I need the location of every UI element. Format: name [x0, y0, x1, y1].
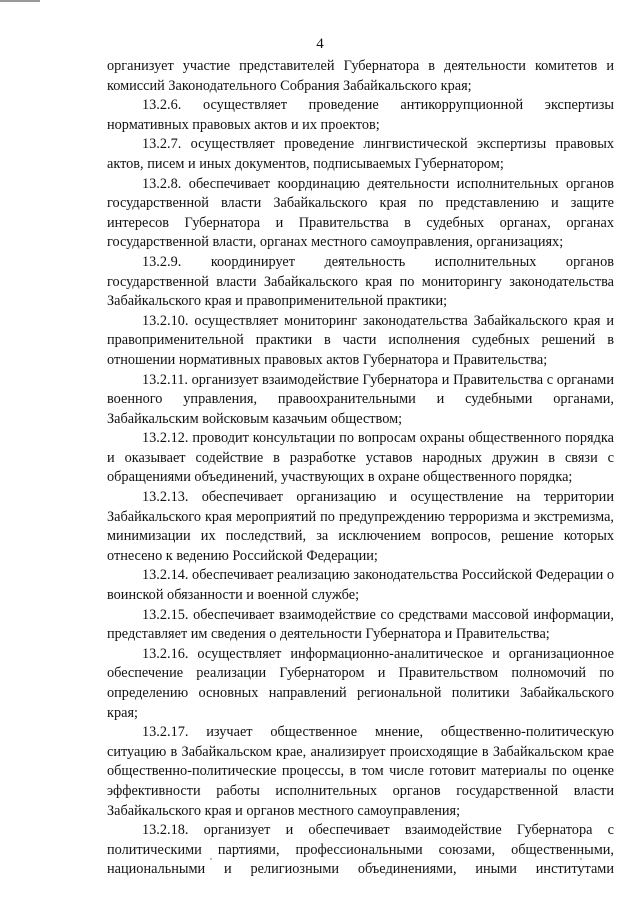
paragraph-13-2-14: 13.2.14. обеспечивает реализацию законодательства Российской Федерации о воинской обязанности и военной службе;	[107, 567, 614, 604]
paragraph-13-2-18: 13.2.18. организует и обеспечивает взаимодействие Губернатора с политическими партиями, профессиональными союзами, общественными, национальными и религиозными объединениями, иными институтами	[107, 822, 614, 878]
paragraph-13-2-13: 13.2.13. обеспечивает организацию и осуществление на территории Забайкальского края мероприятий по предупреждению терроризма и экстремизма, минимизации их последствий, за исключением вопросов, решение которых отнесено к ведению Российской Федерации;	[107, 489, 614, 564]
paragraph-13-2-7: 13.2.7. осуществляет проведение лингвистической экспертизы правовых актов, писем и иных документов, подписываемых Губернатором;	[107, 136, 614, 172]
document-body	[107, 57, 614, 880]
scan-footer-marks	[0, 858, 640, 862]
paragraph-13-2-6: 13.2.6. осуществляет проведение антикоррупционной экспертизы нормативных правовых актов и их проектов;	[107, 97, 614, 133]
paragraph-13-2-17: 13.2.17. изучает общественное мнение, общественно-политическую ситуацию в Забайкальском крае, анализирует происходящие в Забайкальском крае общественно-политические процессы, в том числе готовит материалы по оценке эффективности работы исполнительных органов государственной власти Забайкальского края и органов местного самоуправления;	[107, 724, 614, 819]
paragraph-13-2-16: 13.2.16. осуществляет информационно-аналитическое и организационное обеспечение реализации Губернатором и Правительством полномочий по определению основных направлений региональной политики Забайкальского края;	[107, 645, 614, 721]
paragraph-13-2-9: 13.2.9. координирует деятельность исполнительных органов государственной власти Забайкальского края по мониторингу законодательства Забайкальского края и правоприменительной практики;	[107, 253, 614, 310]
paragraph-13-2-12: 13.2.12. проводит консультации по вопросам охраны общественного порядка и оказывает содействие в разработке уставов народных дружин в связи с обращениями объединений, участвующих в охране общественного порядка;	[107, 430, 614, 486]
scan-corner-mark	[0, 0, 40, 2]
page-number: 4	[316, 36, 324, 52]
paragraph-13-2-15: 13.2.15. обеспечивает взаимодействие со средствами массовой информации, представляет им сведения о деятельности Губернатора и Правительства;	[107, 606, 614, 643]
paragraph-13-2-8: 13.2.8. обеспечивает координацию деятельности исполнительных органов государственной власти Забайкальского края по представлению и защите интересов Губернатора и Правительства в судебных органах, органах государственной власти, органах местного самоуправления, организациях;	[107, 175, 614, 251]
paragraph-continuation: организует участие представителей Губернатора в деятельности комитетов и комиссий Законодательного Собрания Забайкальского края;	[107, 58, 614, 94]
paragraph-13-2-10: 13.2.10. осуществляет мониторинг законодательства Забайкальского края и правоприменительной практики в части исполнения судебных решений в отношении нормативных правовых актов Губернатора и Правительства;	[107, 312, 614, 368]
paragraph-13-2-11: 13.2.11. организует взаимодействие Губернатора и Правительства с органами военного управления, правоохранительными и судебными органами, Забайкальским войсковым казачьим обществом;	[107, 371, 614, 427]
